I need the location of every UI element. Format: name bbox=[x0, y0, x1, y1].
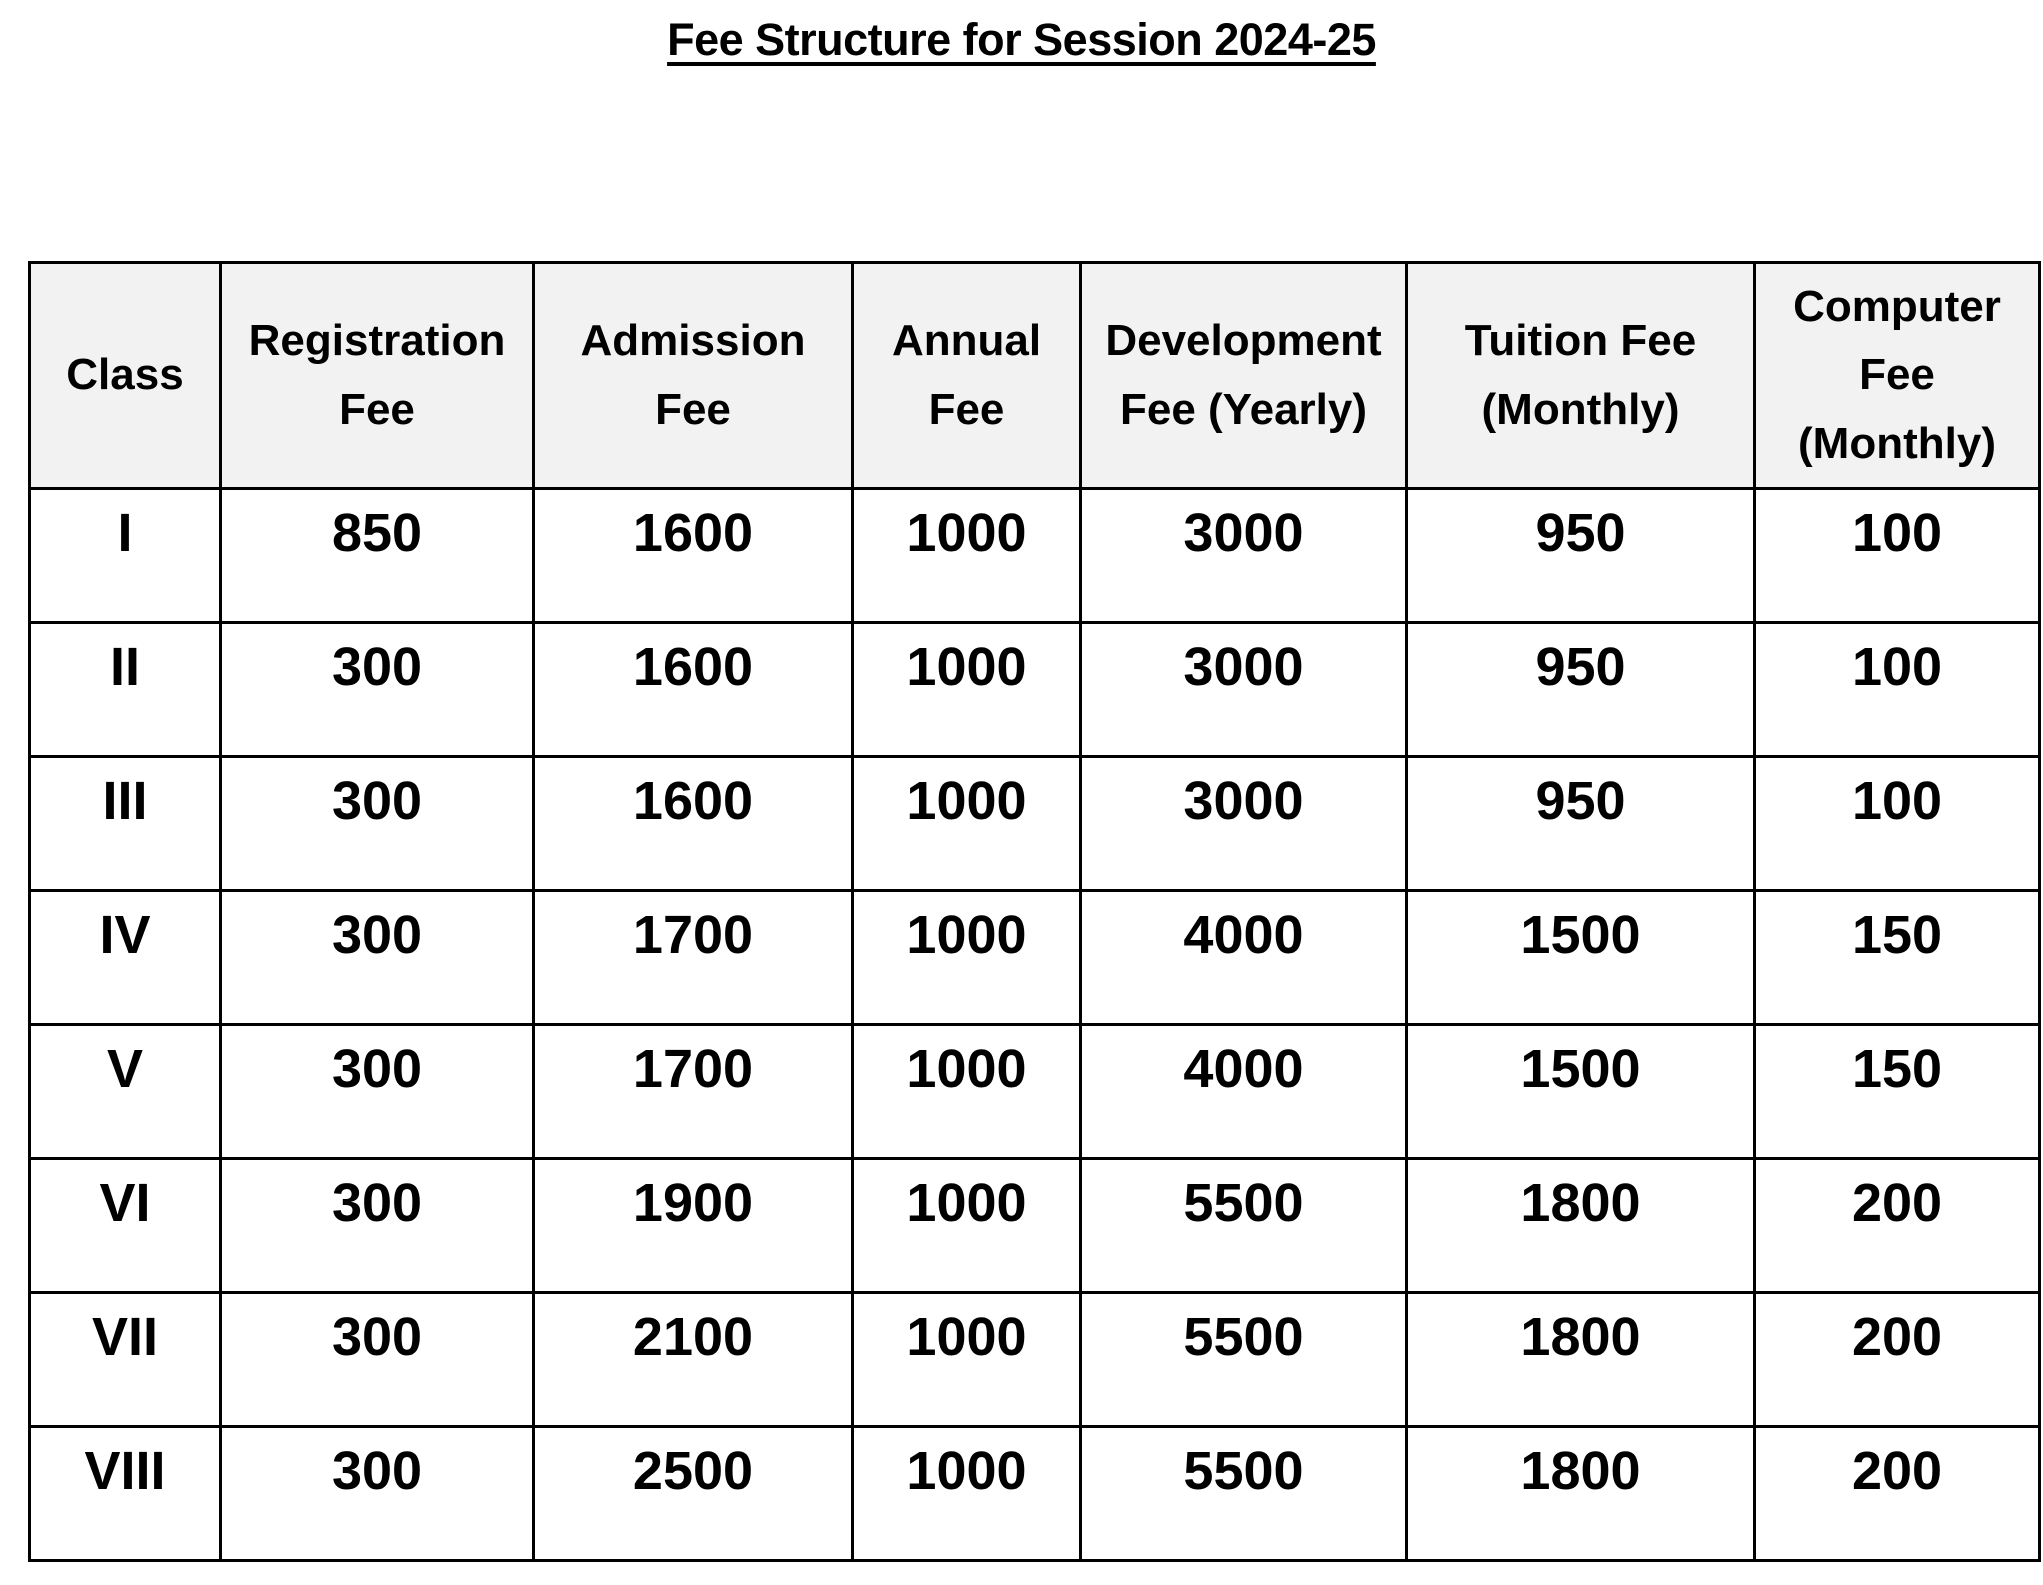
admission-fee-cell: 1700 bbox=[534, 891, 853, 1025]
table-row bbox=[30, 891, 2040, 1025]
table-row bbox=[30, 1427, 2040, 1561]
annual-fee-cell: 1000 bbox=[853, 1293, 1081, 1427]
tuition-fee-cell: 1800 bbox=[1407, 1427, 1755, 1561]
development-fee-cell: 4000 bbox=[1081, 1025, 1407, 1159]
registration-fee-cell: 300 bbox=[221, 757, 534, 891]
computer-fee-cell: 100 bbox=[1755, 757, 2040, 891]
column-header-annual-fee: Annual Fee bbox=[853, 263, 1081, 489]
class-cell: VI bbox=[30, 1159, 221, 1293]
admission-fee-cell: 1600 bbox=[534, 623, 853, 757]
computer-fee-cell: 100 bbox=[1755, 623, 2040, 757]
annual-fee-cell: 1000 bbox=[853, 489, 1081, 623]
tuition-fee-cell: 950 bbox=[1407, 623, 1755, 757]
registration-fee-cell: 300 bbox=[221, 623, 534, 757]
development-fee-cell: 3000 bbox=[1081, 489, 1407, 623]
tuition-fee-cell: 1500 bbox=[1407, 891, 1755, 1025]
development-fee-cell: 5500 bbox=[1081, 1159, 1407, 1293]
page-title: Fee Structure for Session 2024-25 bbox=[667, 14, 1376, 65]
column-header-development-fee: Development Fee (Yearly) bbox=[1081, 263, 1407, 489]
fee-structure-table bbox=[28, 261, 2041, 1562]
class-cell: V bbox=[30, 1025, 221, 1159]
computer-fee-cell: 100 bbox=[1755, 489, 2040, 623]
column-header-registration-fee: Registration Fee bbox=[221, 263, 534, 489]
annual-fee-cell: 1000 bbox=[853, 757, 1081, 891]
development-fee-cell: 5500 bbox=[1081, 1427, 1407, 1561]
registration-fee-cell: 300 bbox=[221, 1427, 534, 1561]
table-row bbox=[30, 623, 2040, 757]
computer-fee-cell: 200 bbox=[1755, 1427, 2040, 1561]
development-fee-cell: 3000 bbox=[1081, 623, 1407, 757]
development-fee-cell: 5500 bbox=[1081, 1293, 1407, 1427]
registration-fee-cell: 300 bbox=[221, 1159, 534, 1293]
tuition-fee-cell: 1800 bbox=[1407, 1293, 1755, 1427]
registration-fee-cell: 300 bbox=[221, 891, 534, 1025]
table-row bbox=[30, 1293, 2040, 1427]
annual-fee-cell: 1000 bbox=[853, 1159, 1081, 1293]
development-fee-cell: 3000 bbox=[1081, 757, 1407, 891]
admission-fee-cell: 1600 bbox=[534, 757, 853, 891]
class-cell: I bbox=[30, 489, 221, 623]
table-row bbox=[30, 489, 2040, 623]
header-row bbox=[30, 263, 2040, 489]
fee-table-body bbox=[30, 489, 2040, 1561]
table-row bbox=[30, 757, 2040, 891]
class-cell: IV bbox=[30, 891, 221, 1025]
column-header-computer-fee: Computer Fee (Monthly) bbox=[1755, 263, 2040, 489]
annual-fee-cell: 1000 bbox=[853, 891, 1081, 1025]
development-fee-cell: 4000 bbox=[1081, 891, 1407, 1025]
computer-fee-cell: 150 bbox=[1755, 891, 2040, 1025]
column-header-class: Class bbox=[30, 263, 221, 489]
computer-fee-cell: 200 bbox=[1755, 1293, 2040, 1427]
tuition-fee-cell: 950 bbox=[1407, 757, 1755, 891]
class-cell: III bbox=[30, 757, 221, 891]
admission-fee-cell: 2500 bbox=[534, 1427, 853, 1561]
tuition-fee-cell: 1500 bbox=[1407, 1025, 1755, 1159]
computer-fee-cell: 150 bbox=[1755, 1025, 2040, 1159]
class-cell: II bbox=[30, 623, 221, 757]
registration-fee-cell: 850 bbox=[221, 489, 534, 623]
class-cell: VIII bbox=[30, 1427, 221, 1561]
admission-fee-cell: 1600 bbox=[534, 489, 853, 623]
column-header-admission-fee: Admission Fee bbox=[534, 263, 853, 489]
class-cell: VII bbox=[30, 1293, 221, 1427]
table-row bbox=[30, 1159, 2040, 1293]
annual-fee-cell: 1000 bbox=[853, 623, 1081, 757]
admission-fee-cell: 1700 bbox=[534, 1025, 853, 1159]
table-row bbox=[30, 1025, 2040, 1159]
computer-fee-cell: 200 bbox=[1755, 1159, 2040, 1293]
registration-fee-cell: 300 bbox=[221, 1025, 534, 1159]
registration-fee-cell: 300 bbox=[221, 1293, 534, 1427]
annual-fee-cell: 1000 bbox=[853, 1427, 1081, 1561]
column-header-tuition-fee: Tuition Fee (Monthly) bbox=[1407, 263, 1755, 489]
admission-fee-cell: 1900 bbox=[534, 1159, 853, 1293]
annual-fee-cell: 1000 bbox=[853, 1025, 1081, 1159]
tuition-fee-cell: 1800 bbox=[1407, 1159, 1755, 1293]
admission-fee-cell: 2100 bbox=[534, 1293, 853, 1427]
tuition-fee-cell: 950 bbox=[1407, 489, 1755, 623]
